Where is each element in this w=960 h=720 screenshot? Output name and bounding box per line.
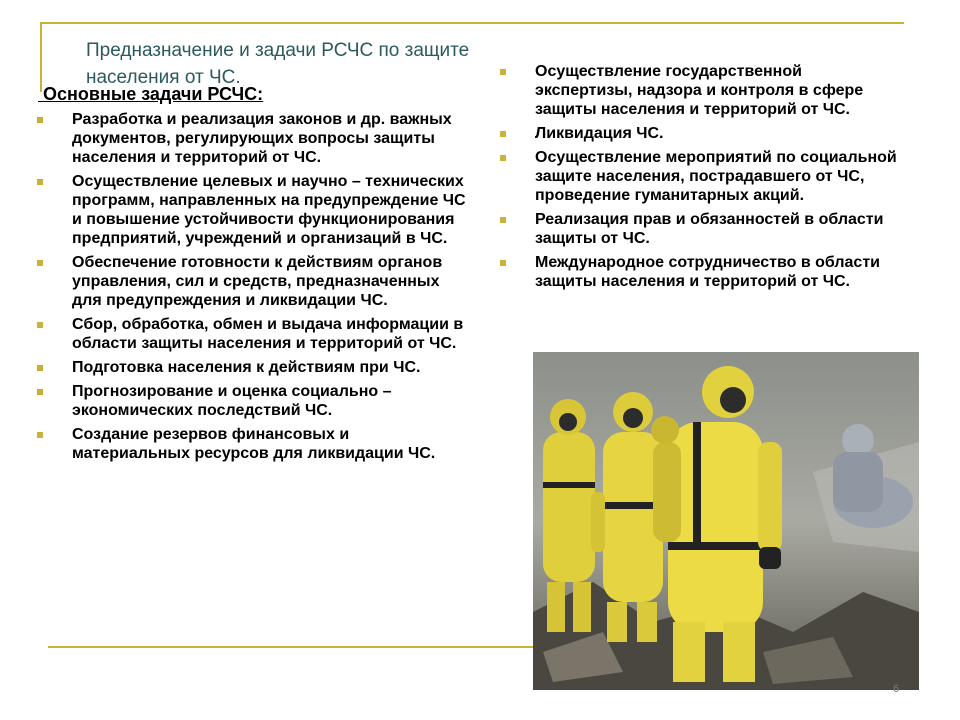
task-text: Осуществление государственной экспертизы, надзора и контроля в сфере защиты населения и территорий от ЧС. [535, 63, 864, 118]
task-item [37, 172, 467, 248]
task-item [37, 382, 467, 420]
task-item [37, 110, 467, 167]
rescuers-illustration [533, 352, 919, 690]
task-text: Международное сотрудничество в области защиты населения и территорий от ЧС. [535, 254, 880, 290]
task-text: Осуществление мероприятий по социальной защите населения, пострадавшего от ЧС, проведение гуманитарных акций. [535, 149, 897, 204]
task-item [500, 253, 900, 291]
task-item [500, 62, 900, 119]
bullet-square-icon [37, 322, 43, 328]
section-heading: Основные задачи РСЧС: [38, 84, 264, 104]
task-item [37, 358, 467, 377]
bullet-square-icon [37, 389, 43, 395]
slide-title: Предназначение и задачи РСЧС по защите населения от ЧС. [86, 40, 470, 88]
task-item [37, 315, 467, 353]
task-text: Реализация прав и обязанностей в области защиты от ЧС. [535, 211, 884, 247]
bullet-square-icon [500, 69, 506, 75]
rescuers-photo [533, 352, 919, 690]
bullet-square-icon [500, 131, 506, 137]
rescuer-back [651, 416, 681, 542]
task-text: Осуществление целевых и научно – технических программ, направленных на предупреждение ЧС и повышение устойчивости функционирования предприятий, учреждений и организаций в ЧС. [72, 173, 466, 247]
task-text: Обеспечение готовности к действиям органов управления, сил и средств, предназначенных для предупреждения и ликвидации ЧС. [72, 254, 443, 309]
task-item [500, 124, 900, 143]
frame-top-line [40, 22, 904, 24]
page-number: 6 [893, 683, 900, 695]
task-text: Сбор, обработка, обмен и выдача информации в области защиты населения и территорий от ЧС. [72, 316, 464, 352]
right-task-list [500, 62, 900, 296]
task-item [37, 253, 467, 310]
bullet-square-icon [500, 260, 506, 266]
task-text: Ликвидация ЧС. [535, 125, 664, 142]
task-item [500, 210, 900, 248]
bullet-square-icon [500, 155, 506, 161]
frame-left-line [40, 22, 42, 92]
bullet-square-icon [37, 432, 43, 438]
task-text: Прогнозирование и оценка социально – экономических последствий ЧС. [72, 383, 392, 419]
bullet-square-icon [37, 179, 43, 185]
left-task-list [37, 110, 467, 468]
task-text: Подготовка населения к действиям при ЧС. [72, 359, 421, 376]
bullet-square-icon [500, 217, 506, 223]
bullet-square-icon [37, 365, 43, 371]
task-text: Разработка и реализация законов и др. важных документов, регулирующих вопросы защиты населения и территорий от ЧС. [72, 111, 452, 166]
task-text: Создание резервов финансовых и материальных ресурсов для ликвидации ЧС. [72, 426, 436, 462]
task-item [500, 148, 900, 205]
task-item [37, 425, 467, 463]
bullet-square-icon [37, 260, 43, 266]
bullet-square-icon [37, 117, 43, 123]
